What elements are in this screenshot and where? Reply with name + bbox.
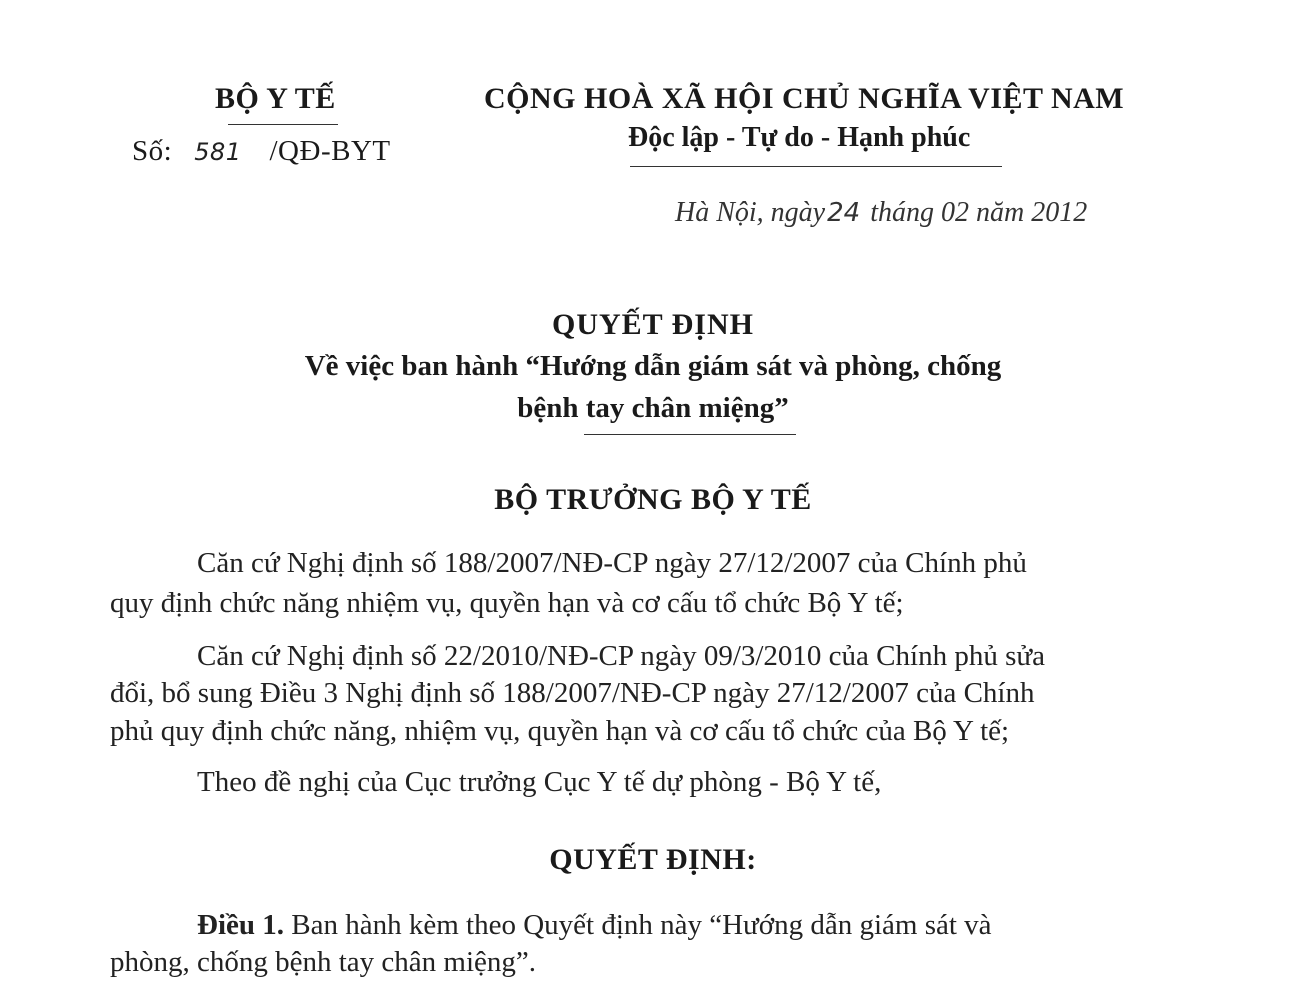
decision-subject-line-1: Về việc ban hành “Hướng dẫn giám sát và phòng, chống	[304, 350, 1002, 382]
issuer-heading: BỘ TRƯỞNG BỘ Y TẾ	[494, 483, 812, 516]
decides-heading: QUYẾT ĐỊNH:	[549, 843, 757, 876]
number-prefix: Số:	[132, 135, 173, 167]
date-suffix: tháng 02 năm 2012	[870, 197, 1088, 228]
handwritten-day: 24	[827, 198, 861, 228]
decision-title: QUYẾT ĐỊNH	[552, 308, 754, 341]
preamble-p1-line-1: Căn cứ Nghị định số 188/2007/NĐ-CP ngày 27/12/2007 của Chính phủ	[197, 547, 1027, 579]
article-1-line-1	[197, 909, 992, 942]
article-1-line-2: phòng, chống bệnh tay chân miệng”.	[110, 946, 537, 978]
title-underline	[584, 434, 796, 435]
document-number	[132, 135, 391, 168]
preamble-p2-line-3: phủ quy định chức năng, nhiệm vụ, quyền hạn và cơ cấu tổ chức của Bộ Y tế;	[110, 715, 1010, 747]
place-and-date	[675, 197, 1087, 229]
preamble-p2-line-2: đổi, bổ sung Điều 3 Nghị định số 188/2007/NĐ-CP ngày 27/12/2007 của Chính	[110, 677, 1035, 709]
national-motto: Độc lập - Tự do - Hạnh phúc	[628, 122, 971, 153]
preamble-p3-line-1: Theo đề nghị của Cục trưởng Cục Y tế dự phòng - Bộ Y tế,	[197, 766, 882, 798]
issuing-ministry: BỘ Y TẾ	[215, 82, 336, 115]
article-1-text: Ban hành kèm theo Quyết định này “Hướng dẫn giám sát và	[284, 909, 992, 941]
handwritten-number: 581	[194, 138, 242, 166]
ministry-underline	[228, 124, 338, 125]
decision-subject-line-2: bệnh tay chân miệng”	[517, 392, 789, 424]
article-1-label: Điều 1.	[197, 909, 284, 941]
preamble-p1-line-2: quy định chức năng nhiệm vụ, quyền hạn và cơ cấu tổ chức Bộ Y tế;	[110, 587, 904, 619]
date-prefix: Hà Nội, ngày	[675, 197, 826, 228]
motto-underline	[630, 166, 1002, 167]
number-suffix: /QĐ-BYT	[269, 135, 391, 167]
preamble-p2-line-1: Căn cứ Nghị định số 22/2010/NĐ-CP ngày 09/3/2010 của Chính phủ sửa	[197, 640, 1045, 672]
national-title: CỘNG HOÀ XÃ HỘI CHỦ NGHĨA VIỆT NAM	[484, 82, 1125, 115]
